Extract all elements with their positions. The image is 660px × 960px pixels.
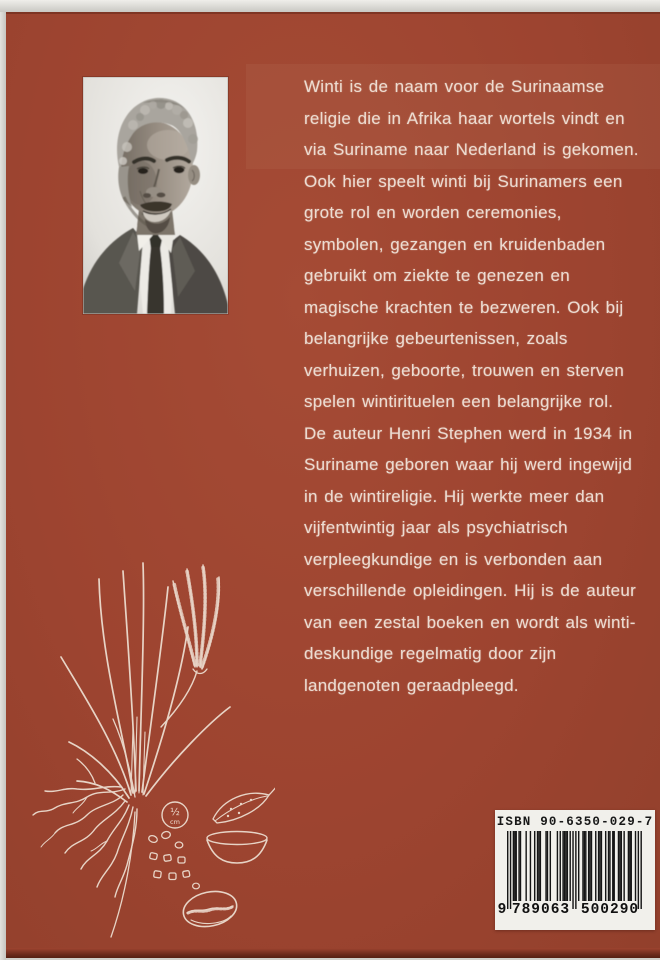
blurb-line: De auteur Henri Stephen werd in 1934 in (304, 423, 633, 443)
blurb-text (304, 71, 639, 701)
blurb-line: van een zestal boeken en wordt als winti- (304, 612, 636, 632)
blurb-line: grote rol en worden ceremonies, (304, 203, 562, 222)
herb-drawing-icon (25, 557, 275, 942)
ean-right-group: 500290 (580, 902, 640, 918)
plant-illustration (25, 557, 275, 942)
blurb-line: in de wintireligie. Hij werkte meer dan (304, 486, 605, 506)
ean-first-digit: 9 (497, 902, 507, 918)
isbn-number-label: ISBN 90-6350-029-7 (496, 815, 654, 829)
blurb-line: magische krachten te bezweren. Ook bij (304, 297, 624, 317)
ean-left-group: 789063 (511, 902, 571, 918)
blurb-line: via Suriname naar Nederland is gekomen. (304, 140, 639, 159)
blurb-line: religie die in Afrika haar wortels vindt en (304, 108, 625, 128)
blurb-line: spelen wintirituelen een belangrijke rol. (304, 392, 614, 411)
blurb-line: verpleegkundige en is verbonden aan (304, 549, 603, 569)
isbn-barcode (495, 810, 655, 930)
book-page-edge-top (0, 0, 660, 12)
blurb-line: verschillende opleidingen. Hij is de auteur (304, 581, 636, 600)
blurb-line: deskundige regelmatig door zijn (304, 644, 557, 663)
blurb-line: Ook hier speelt winti bij Surinamers een (304, 171, 623, 191)
scale-unit-label: cm (170, 818, 180, 826)
blurb-line: gebruikt om ziekte te genezen en (304, 266, 570, 285)
blurb-line: Suriname geboren waar hij werd ingewijd (304, 455, 633, 474)
blurb-line: vijfentwintig jaar als psychiatrisch (304, 518, 568, 537)
blurb-line: landgenoten geraadpleegd. (304, 675, 519, 695)
blurb-line: symbolen, gezangen en kruidenbaden (304, 234, 606, 254)
blurb-line: verhuizen, geboorte, trouwen en sterven (304, 360, 625, 380)
barcode-digits (495, 902, 655, 922)
portrait-image (83, 77, 228, 314)
author-portrait-photo (83, 77, 228, 314)
blurb-line: belangrijke gebeurtenissen, zoals (304, 329, 568, 348)
cover-background (6, 12, 660, 958)
blurb-line: Winti is de naam voor de Surinaamse (304, 77, 605, 96)
scale-fraction-label: ½ (170, 807, 180, 818)
cover-bottom-shadow (6, 948, 660, 958)
